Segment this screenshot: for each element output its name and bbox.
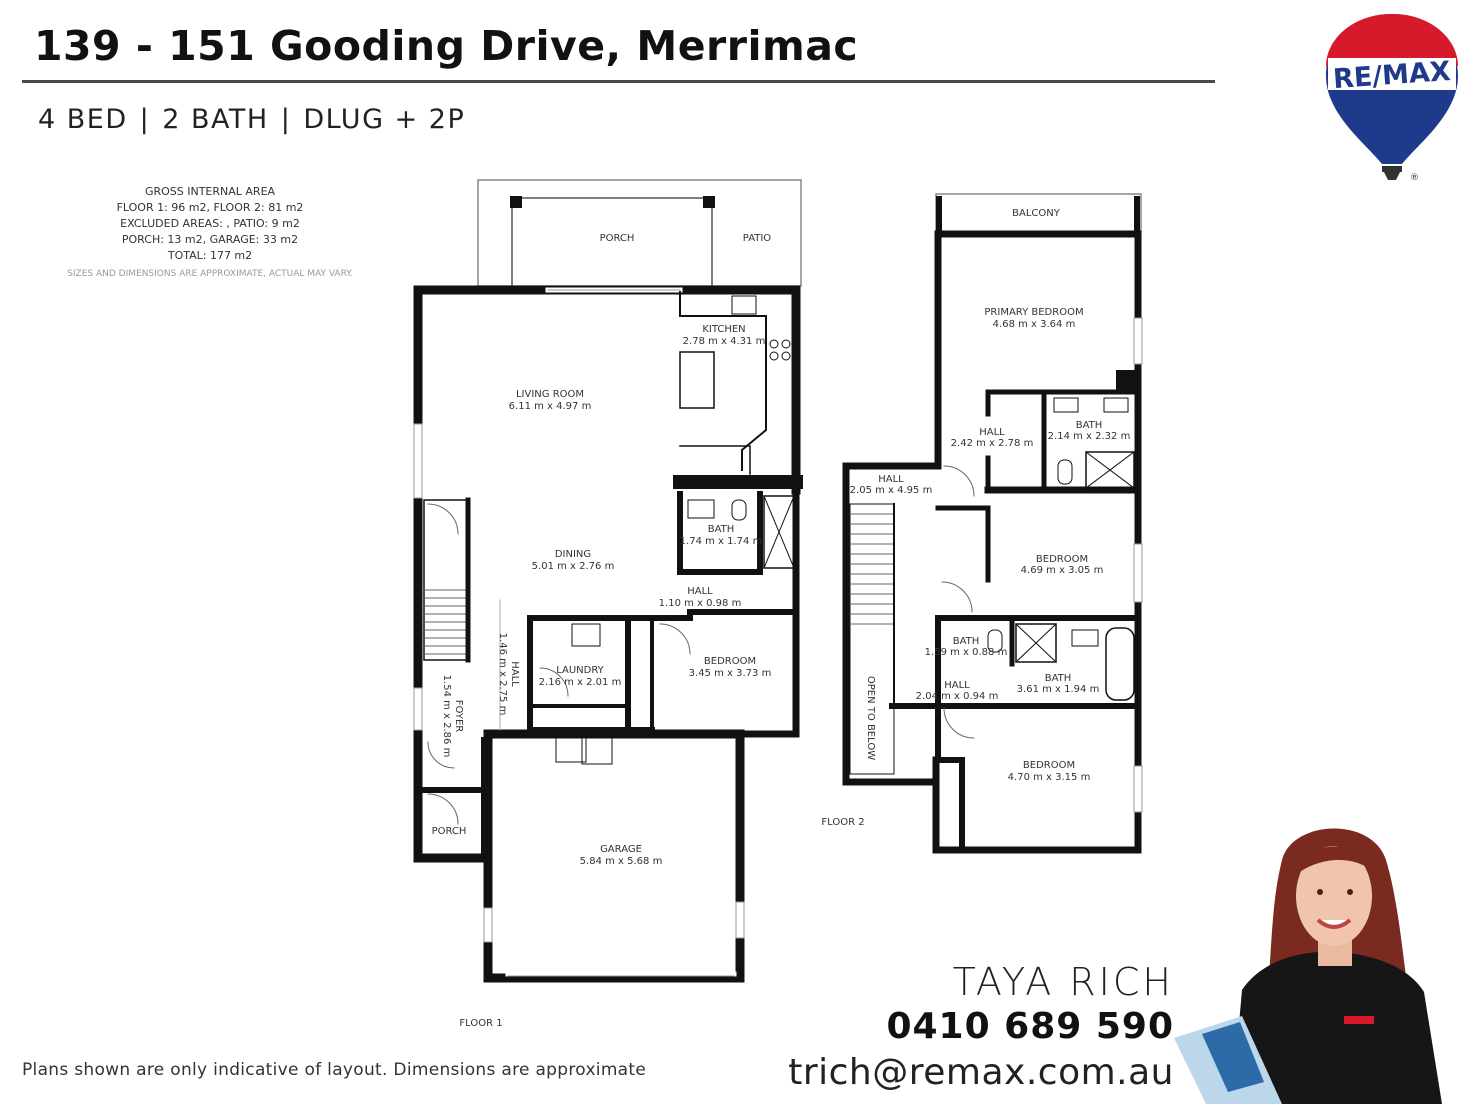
room-dims: 1.59 m x 0.88 m [924, 647, 1008, 658]
room-label: HALL [979, 427, 1005, 438]
room-label: BATH [707, 524, 735, 535]
spec-separator: | [280, 104, 292, 135]
floor-label: FLOOR 1 [459, 1018, 503, 1029]
logo-text: RE/MAX [1332, 55, 1452, 96]
spec-separator: | [139, 104, 151, 135]
room-dims: 5.84 m x 5.68 m [579, 856, 663, 867]
room-label: BEDROOM [1022, 760, 1076, 771]
parking-info: DLUG + 2P [303, 104, 466, 135]
room-label: BALCONY [1012, 208, 1060, 219]
room-label: HALL [509, 661, 520, 687]
room-dims: 4.70 m x 3.15 m [1007, 772, 1091, 783]
remax-logo [1322, 10, 1462, 186]
room-label: PATIO [742, 233, 772, 244]
room-dims: 5.01 m x 2.76 m [531, 561, 615, 572]
room-dims: 1.74 m x 1.74 m [679, 536, 763, 547]
room-label: PORCH [431, 826, 467, 837]
room-label: GARAGE [600, 844, 642, 855]
room-dims: 2.04 m x 0.94 m [915, 691, 999, 702]
agent-phone[interactable]: 0410 689 590 [886, 1006, 1174, 1047]
area-note: SIZES AND DIMENSIONS ARE APPROXIMATE, ACTUAL MAY VARY. [67, 269, 353, 279]
room-label: BATH [1075, 420, 1103, 431]
room-label: BATH [952, 636, 980, 647]
area-line: FLOOR 1: 96 m2, FLOOR 2: 81 m2 [116, 201, 304, 214]
room-dims: 2.05 m x 4.95 m [849, 485, 933, 496]
svg-text:®: ® [1410, 173, 1419, 183]
room-dims: 2.16 m x 2.01 m [538, 677, 622, 688]
room-label: HALL [878, 474, 904, 485]
room-dims: 4.68 m x 3.64 m [992, 319, 1076, 330]
agent-email[interactable]: trich@remax.com.au [788, 1052, 1174, 1093]
property-specs [38, 104, 465, 135]
room-dims: 2.42 m x 2.78 m [950, 438, 1034, 449]
room-label: KITCHEN [702, 324, 746, 335]
area-total: TOTAL: 177 m2 [167, 249, 253, 262]
room-dims: 1.54 m x 2.86 m [441, 674, 452, 758]
room-label: BATH [1044, 673, 1072, 684]
listing-title: 139 - 151 Gooding Drive, Merrimac [34, 22, 859, 70]
agent-name: TAYA RICH [952, 960, 1174, 1004]
room-dims: 1.46 m x 2.75 m [497, 632, 508, 716]
area-line: PORCH: 13 m2, GARAGE: 33 m2 [121, 233, 299, 246]
room-dims: 3.45 m x 3.73 m [688, 668, 772, 679]
gross-internal-area [40, 184, 380, 282]
room-dims: 6.11 m x 4.97 m [508, 401, 592, 412]
room-label: PRIMARY BEDROOM [984, 307, 1084, 318]
room-label: BEDROOM [703, 656, 757, 667]
room-label: BEDROOM [1035, 554, 1089, 565]
floor-label: FLOOR 2 [821, 817, 865, 828]
bed-count: 4 BED [38, 104, 128, 135]
room-label: FOYER [453, 699, 464, 733]
area-line: EXCLUDED AREAS: , PATIO: 9 m2 [120, 217, 300, 230]
room-label: LAUNDRY [556, 665, 604, 676]
room-dims: 1.10 m x 0.98 m [658, 598, 742, 609]
disclaimer: Plans shown are only indicative of layout. Dimensions are approximate [22, 1060, 647, 1080]
room-dims: 3.61 m x 1.94 m [1016, 684, 1100, 695]
room-dims: 4.69 m x 3.05 m [1020, 565, 1104, 576]
room-dims: 2.78 m x 4.31 m [682, 336, 766, 347]
room-label: HALL [687, 586, 713, 597]
agent-photo [1172, 820, 1472, 1104]
room-dims: 2.14 m x 2.32 m [1047, 431, 1131, 442]
area-heading: GROSS INTERNAL AREA [144, 185, 276, 198]
room-label: PORCH [599, 233, 635, 244]
bath-count: 2 BATH [162, 104, 269, 135]
room-label: DINING [554, 549, 592, 560]
room-label: HALL [944, 680, 970, 691]
title-divider [22, 80, 1215, 83]
room-label: OPEN TO BELOW [865, 675, 876, 761]
room-label: LIVING ROOM [515, 389, 585, 400]
